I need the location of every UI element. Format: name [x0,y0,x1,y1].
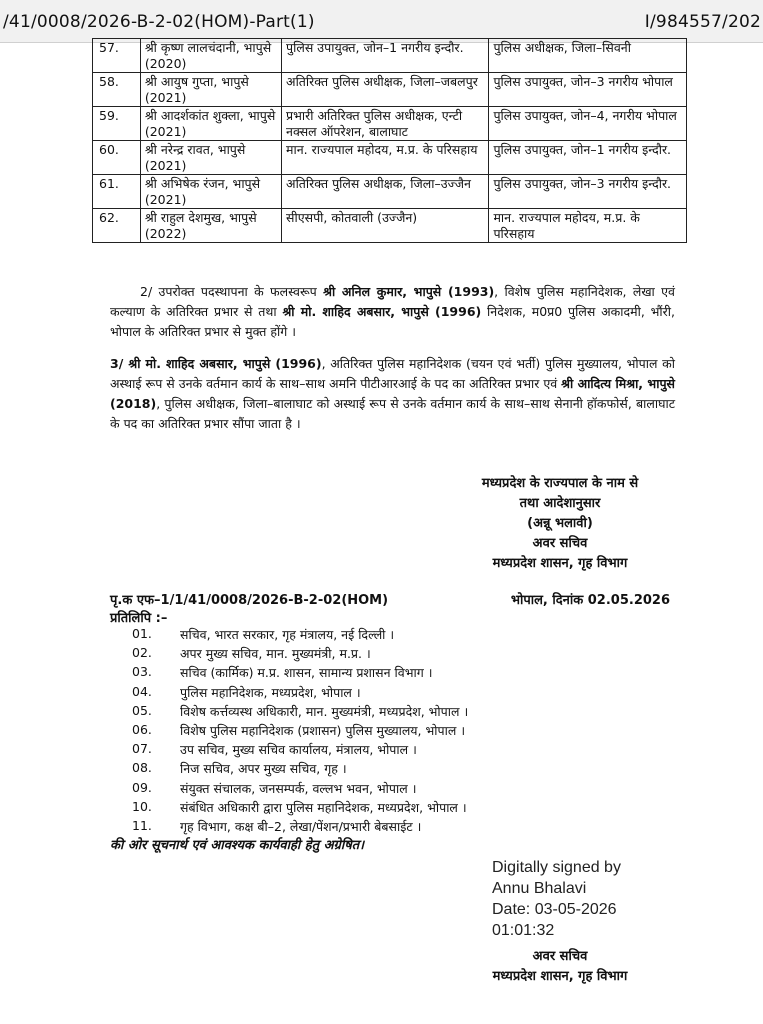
paragraph-3 [110,354,675,434]
file-reference-right: I/984557/202 [644,12,761,32]
table-row [93,175,687,209]
digital-signature-name: Annu Bhalavi [492,880,587,897]
list-item-number: 02. [132,645,152,661]
current-posting: मान. राज्यपाल महोदय, म.प्र. के परिसहाय [282,141,489,175]
footer-designation: अवर सचिव [532,949,588,964]
signature-block [440,474,680,574]
list-item-text: विशेष कर्त्तव्यस्थ अधिकारी, मान. मुख्यमंत्री, मध्यप्रदेश, भोपाल । [180,703,469,719]
new-posting: मान. राज्यपाल महोदय, म.प्र. के परिसहाय [489,209,687,243]
reference-number: पृ.क एफ–1/1/41/0008/2026-B-2-02(HOM) [110,593,389,608]
document-header-bar [0,0,763,43]
para3-bold-1: 3/ श्री मो. शाहिद अबसार, भापुसे (1996) [110,356,322,371]
list-item-number: 07. [132,741,152,757]
list-item-number: 01. [132,626,152,641]
footer-department: मध्यप्रदेश शासन, गृह विभाग [492,969,628,984]
new-posting: पुलिस उपायुक्त, जोन–1 नगरीय इन्दौर. [489,141,687,175]
list-item [110,741,630,760]
reference-line [110,590,670,608]
current-posting: प्रभारी अतिरिक्त पुलिस अधीक्षक, एन्टी नक्सल ऑपरेशन, बालाघाट [282,107,489,141]
list-item [110,780,630,799]
table-row [93,209,687,243]
current-posting: अतिरिक्त पुलिस अधीक्षक, जिला–जबलपुर [282,73,489,107]
para2-mid: , विशेष पुलिस महानिदेशक, लेखा एवं कल्याण के अतिरिक्त प्रभार से तथा [110,284,675,319]
digital-signature-time: 01:01:32 [492,922,555,939]
list-item-number: 11. [132,817,152,833]
table-row [93,141,687,175]
current-posting: सीएसपी, कोतवाली (उज्जैन) [282,209,489,243]
document-page [0,42,763,1024]
officer-name: श्री आदर्शकांत शुक्ला, भापुसे (2021) [140,107,281,141]
list-item-text: विशेष पुलिस महानिदेशक (प्रशासन) पुलिस मुख्यालय, भोपाल । [180,722,466,738]
list-item [110,626,630,645]
file-reference-left: /41/0008/2026-B-2-02(HOM)-Part(1) [3,12,315,32]
paragraph-2 [110,282,675,342]
list-item-text: संबंधित अधिकारी द्वारा पुलिस महानिदेशक, मध्यप्रदेश, भोपाल । [180,799,467,815]
list-item [110,664,630,683]
list-item-text: सचिव (कार्मिक) म.प्र. शासन, सामान्य प्रशासन विभाग । [180,665,433,681]
list-item-text: अपर मुख्य सचिव, मान. मुख्यमंत्री, म.प्र. । [180,646,371,662]
list-item-text: उप सचिव, मुख्य सचिव कार्यालय, मंत्रालय, भोपाल । [180,742,417,758]
reference-date: भोपाल, दिनांक 02.05.2026 [510,593,670,608]
para2-bold-1: श्री अनिल कुमार, भापुसे (1993) [323,284,495,299]
new-posting: पुलिस उपायुक्त, जोन–3 नगरीय भोपाल [489,73,687,107]
list-item-number: 08. [132,760,152,776]
list-item-number: 06. [132,721,152,737]
table-row [93,39,687,73]
officer-name: श्री अभिषेक रंजन, भापुसे (2021) [140,175,281,209]
list-item [110,799,630,818]
list-item-text: संयुक्त संचालक, जनसम्पर्क, वल्लभ भवन, भोपाल । [180,780,417,796]
copy-label: प्रतिलिपि :– [110,611,168,626]
list-item [110,703,630,722]
officer-name: श्री राहुल देशमुख, भापुसे (2022) [140,209,281,243]
officer-name: श्री आयुष गुप्ता, भापुसे (2021) [140,73,281,107]
para2-tail: निदेशक, म0प्र0 पुलिस अकादमी, भौंरी, भोपाल के अतिरिक्त प्रभार से मुक्त होंगे । [110,304,675,339]
list-item-number: 05. [132,702,152,718]
list-item [110,684,630,703]
digital-signature-date: Date: 03-05-2026 [492,901,617,918]
row-number: 58. [93,73,141,107]
list-item-text: निज सचिव, अपर मुख्य सचिव, गृह । [180,761,347,777]
digital-signature [492,857,692,941]
para3-bold-2: श्री आदित्य मिश्रा, भापुसे (2018) [110,376,675,411]
current-posting: अतिरिक्त पुलिस अधीक्षक, जिला–उज्जैन [282,175,489,209]
for-information-note: की ओर सूचनार्थ एवं आवश्यक कार्यवाही हेतु अग्रेषित। [110,838,365,853]
new-posting: पुलिस उपायुक्त, जोन–3 नगरीय इन्दौर. [489,175,687,209]
list-item-text: पुलिस महानिदेशक, मध्यप्रदेश, भोपाल । [180,684,361,700]
list-item-text: गृह विभाग, कक्ष बी–2, लेखा/पेंशन/प्रभारी बेबसाईट । [180,818,422,834]
officer-name: श्री कृष्ण लालचंदानी, भापुसे (2020) [140,39,281,73]
new-posting: पुलिस उपायुक्त, जोन–4, नगरीय भोपाल [489,107,687,141]
transfer-table [92,38,687,243]
copy-list [110,626,630,837]
para2-bold-2: श्री मो. शाहिद अबसार, भापुसे (1996) [282,304,482,319]
para3-tail: , पुलिस अधीक्षक, जिला–बालाघाट को अस्थाई रूप से उनके वर्तमान कार्य के साथ–साथ सेनानी हॉकफोर्स, बालाघाट के पद का अतिरिक्त प्रभार सौंपा जाता है । [110,396,675,431]
list-item [110,722,630,741]
list-item-number: 09. [132,779,152,795]
para3-mid: , अतिरिक्त पुलिस महानिदेशक (चयन एवं भर्ती) पुलिस मुख्यालय, भोपाल को अस्थाई रूप से उनके वर्तमान कार्य के साथ–साथ अमनि पीटीआरआई के पद का अतिरिक्त प्रभार एवं [110,356,675,391]
row-number: 62. [93,209,141,243]
list-item-number: 03. [132,664,152,680]
signatory-name: (अन्नू भलावी) [527,516,593,531]
footer-block [440,947,680,987]
table-row [93,107,687,141]
signature-line-1: मध्यप्रदेश के राज्यपाल के नाम से [481,476,639,491]
digital-signature-line-1: Digitally signed by [492,859,621,876]
row-number: 60. [93,141,141,175]
list-item [110,645,630,664]
row-number: 59. [93,107,141,141]
list-item [110,760,630,779]
row-number: 61. [93,175,141,209]
current-posting: पुलिस उपायुक्त, जोन–1 नगरीय इन्दौर. [282,39,489,73]
list-item-number: 10. [132,798,152,814]
officer-name: श्री नरेन्द्र रावत, भापुसे (2021) [140,141,281,175]
list-item-number: 04. [132,683,152,699]
new-posting: पुलिस अधीक्षक, जिला–सिवनी [489,39,687,73]
list-item-text: सचिव, भारत सरकार, गृह मंत्रालय, नई दिल्ली । [180,627,395,642]
table-row [93,73,687,107]
para2-lead: 2/ उपरोक्त पदस्थापना के फलस्वरूप [140,284,324,299]
signatory-designation: अवर सचिव [532,536,588,551]
signature-line-2: तथा आदेशानुसार [519,496,601,511]
row-number: 57. [93,39,141,73]
signatory-department: मध्यप्रदेश शासन, गृह विभाग [492,556,628,571]
